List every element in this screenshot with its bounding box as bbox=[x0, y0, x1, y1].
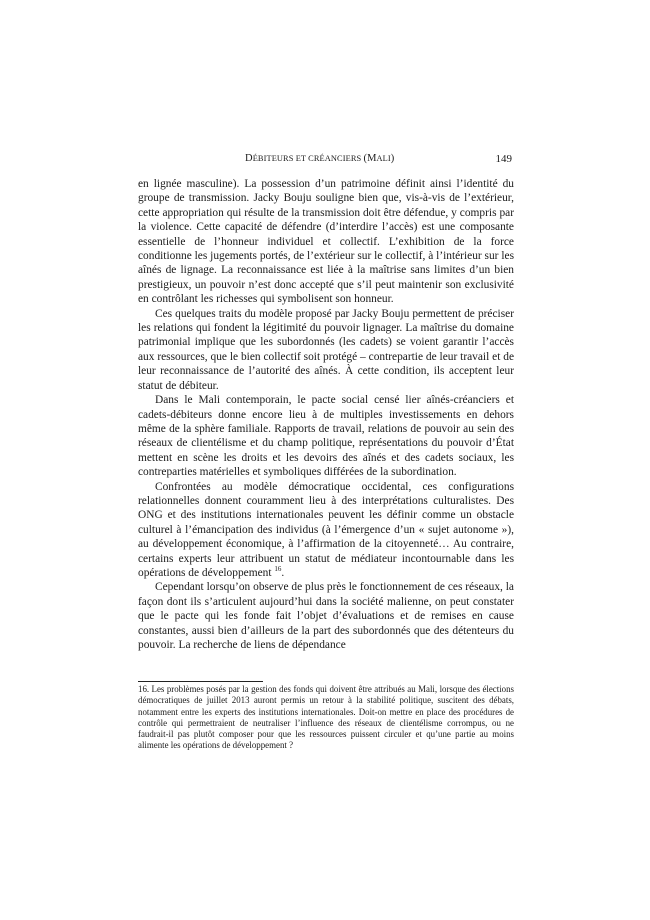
paragraph bbox=[138, 580, 514, 652]
footnote-divider bbox=[138, 681, 263, 682]
footnote-text: 16. Les problèmes posés par la gestion des fonds qui doivent être attribués au Mali, lorsque des élections démocratiques de juillet 2013 auront permis un retour à la stabilité politique, suscitent des débats, notamment entre les experts des institutions internationales. Doit-on mettre en place des procédures de contrôle qui permettraient de neutraliser l’influence des réseaux de clientélisme corrompus, ou ne faudrait-il pas plutôt composer pour que les ressources puissent circuler et qu’une partie au moins alimente les opérations de développement ? bbox=[138, 684, 514, 751]
paragraph-end-punct: . bbox=[281, 566, 285, 579]
paragraph bbox=[138, 393, 514, 479]
paragraph bbox=[138, 177, 514, 307]
paragraph bbox=[138, 480, 514, 581]
body-text bbox=[138, 177, 514, 652]
running-title-part: ALI bbox=[376, 154, 391, 163]
footnote bbox=[138, 684, 514, 752]
footnote-reference[interactable]: 16 bbox=[274, 565, 282, 574]
paragraph-text: en lignée masculine). La possession d’un patrimoine définit ainsi l’identité du groupe de transmission. Jacky Bouju souligne bien que, vis-à-vis de l’extérieur, cette appropriation qui résulte de la transmission doit être défendue, y compris par la violence. Cette capacité de défendre (d’interdire l’accès) est une composante essentielle de l’honneur individuel et collectif. L’exhibition de la force conditionne les jugements portés, de l’extérieur sur le collectif, à l’intérieur sur les aînés de lignage. La reconnaissance est liée à la maîtrise sans limites d’un bien prestigieux, un pouvoir n’est donc accepté que s’il peut maintenir son exclusivité en contrôlant les richesses qui symbolisent son honneur. bbox=[138, 178, 514, 306]
running-title-part: D bbox=[245, 153, 253, 164]
paragraph-text: Cependant lorsqu’on observe de plus près le fonctionnement de ces réseaux, la façon dont ils s’articulent aujourd’hui dans la société malienne, on peut constater que le pacte qui les fonde fait l’objet d’évaluations et de remises en cause constantes, aussi bien d’ailleurs de la part des subordonnés que des détenteurs du pouvoir. La recherche de liens de dépendance bbox=[138, 581, 514, 651]
running-title-part: ) bbox=[390, 153, 395, 164]
running-title-part: ÉBITEURS ET CRÉANCIERS bbox=[252, 154, 364, 163]
paragraph bbox=[138, 307, 514, 393]
paragraph-text: Confrontées au modèle démocratique occidental, ces configurations relationnelles donnent couramment lieu à des interprétations culturalistes. Des ONG et des institutions internationales peuvent les définir comme un obstacle culturel à l’émancipation des individus (à l’émergence d’un « sujet autonome »), au développement économique, à l’affirmation de la citoyenneté… Au contraire, certains experts leur attribuent un statut de médiateur incontournable dans les opérations de développement bbox=[138, 480, 514, 579]
running-head bbox=[138, 153, 514, 169]
paragraph-text: Dans le Mali contemporain, le pacte social censé lier aînés-créanciers et cadets-débiteurs donne encore lieu à de multiples investissements en dehors même de la sphère familiale. Rapports de travail, relations de pouvoir au sein des réseaux de clientélisme et du champ politique, représentations du pouvoir d’État mettent en scène les droits et les devoirs des aînés et des cadets sociaux, les contreparties matérielles et symboliques différées de la subordination. bbox=[138, 394, 514, 479]
running-title bbox=[245, 153, 394, 164]
page-number: 149 bbox=[495, 153, 512, 165]
running-title-part: (M bbox=[363, 153, 377, 164]
paragraph-text: Ces quelques traits du modèle proposé par Jacky Bouju permettent de préciser les relations qui fondent la légitimité du pouvoir lignager. La maîtrise du domaine patrimonial implique que les subordonnés (les cadets) se voient garantir l’accès aux ressources, que le bien collectif soit protégé – contrepartie de leur travail et de leur reconnaissance de l’autorité des aînés. À cette condition, ils acceptent leur statut de débiteur. bbox=[138, 307, 514, 392]
